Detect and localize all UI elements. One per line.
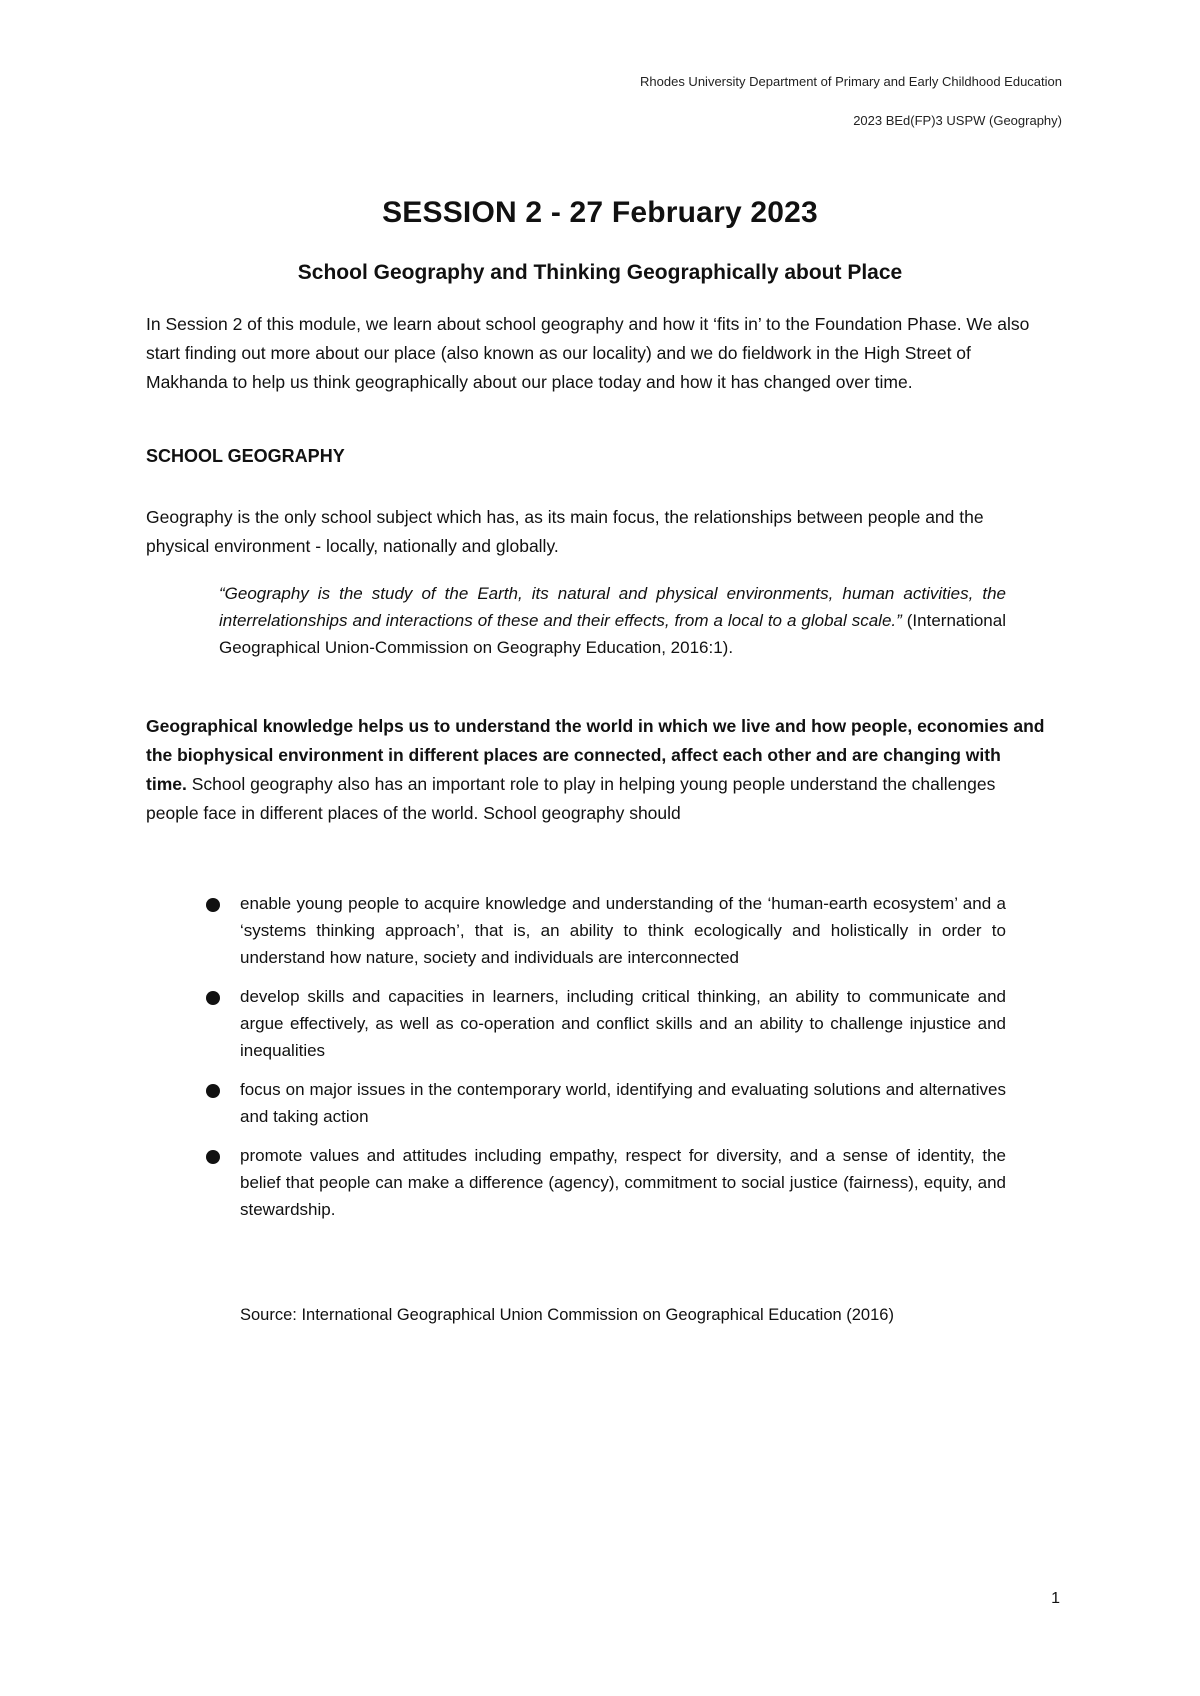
header-course: 2023 BEd(FP)3 USPW (Geography) — [853, 113, 1062, 128]
block-quote — [219, 580, 1006, 661]
knowledge-rest-text: School geography also has an important role to play in helping young people understand the challenges people face in different places of the world. School geography should — [146, 774, 996, 823]
bullet-icon — [206, 991, 220, 1005]
bullet-icon — [206, 1084, 220, 1098]
geography-paragraph: Geography is the only school subject which has, as its main focus, the relationships between people and the physical environment - locally, nationally and globally. — [146, 507, 984, 556]
bullet-icon — [206, 898, 220, 912]
list-item — [200, 1076, 1006, 1130]
bullet-text: develop skills and capacities in learners, including critical thinking, an ability to communicate and argue effectively, as well as co-operation and conflict skills and an ability to challenge injustice and inequalities — [240, 987, 1006, 1060]
quote-text: “Geography is the study of the Earth, its natural and physical environments, human activities, the interrelationships and interactions of these and their effects, from a local to a global scale.” — [219, 584, 1006, 630]
knowledge-paragraph — [146, 712, 1046, 828]
page-number: 1 — [1051, 1590, 1060, 1607]
bullet-icon — [206, 1150, 220, 1164]
page-title: SESSION 2 - 27 February 2023 — [382, 196, 818, 229]
list-item — [200, 890, 1006, 971]
list-item — [200, 983, 1006, 1064]
page-subtitle: School Geography and Thinking Geographically about Place — [297, 261, 903, 284]
bullet-text: enable young people to acquire knowledge and understanding of the ‘human-earth ecosystem’ and a ‘systems thinking approach’, that is, an ability to think ecologically and holistically in order to understand how nature, society and individuals are interconnected — [240, 894, 1006, 967]
bullet-list — [200, 890, 1006, 1235]
section-heading: SCHOOL GEOGRAPHY — [146, 446, 345, 466]
bullet-text: promote values and attitudes including empathy, respect for diversity, and a sense of identity, the belief that people can make a difference (agency), commitment to social justice (fairness), equity, and stewardship. — [240, 1146, 1006, 1219]
bullet-text: focus on major issues in the contemporary world, identifying and evaluating solutions and alternatives and taking action — [240, 1080, 1006, 1126]
list-item — [200, 1142, 1006, 1223]
quote-citation: (International Geographical Union-Commission on Geography Education, 2016:1). — [219, 611, 1006, 657]
header-institution: Rhodes University Department of Primary and Early Childhood Education — [640, 74, 1062, 89]
knowledge-bold-text: Geographical knowledge helps us to understand the world in which we live and how people, economies and the biophysical environment in different places are connected, affect each other and are changing with time. — [146, 716, 1045, 794]
source-citation: Source: International Geographical Union Commission on Geographical Education (2016) — [240, 1306, 894, 1324]
intro-paragraph: In Session 2 of this module, we learn about school geography and how it ‘fits in’ to the Foundation Phase. We also start finding out more about our place (also known as our locality) and we do fieldwork in the High Street of Makhanda to help us think geographically about our place today and how it has changed over time. — [146, 314, 1030, 392]
